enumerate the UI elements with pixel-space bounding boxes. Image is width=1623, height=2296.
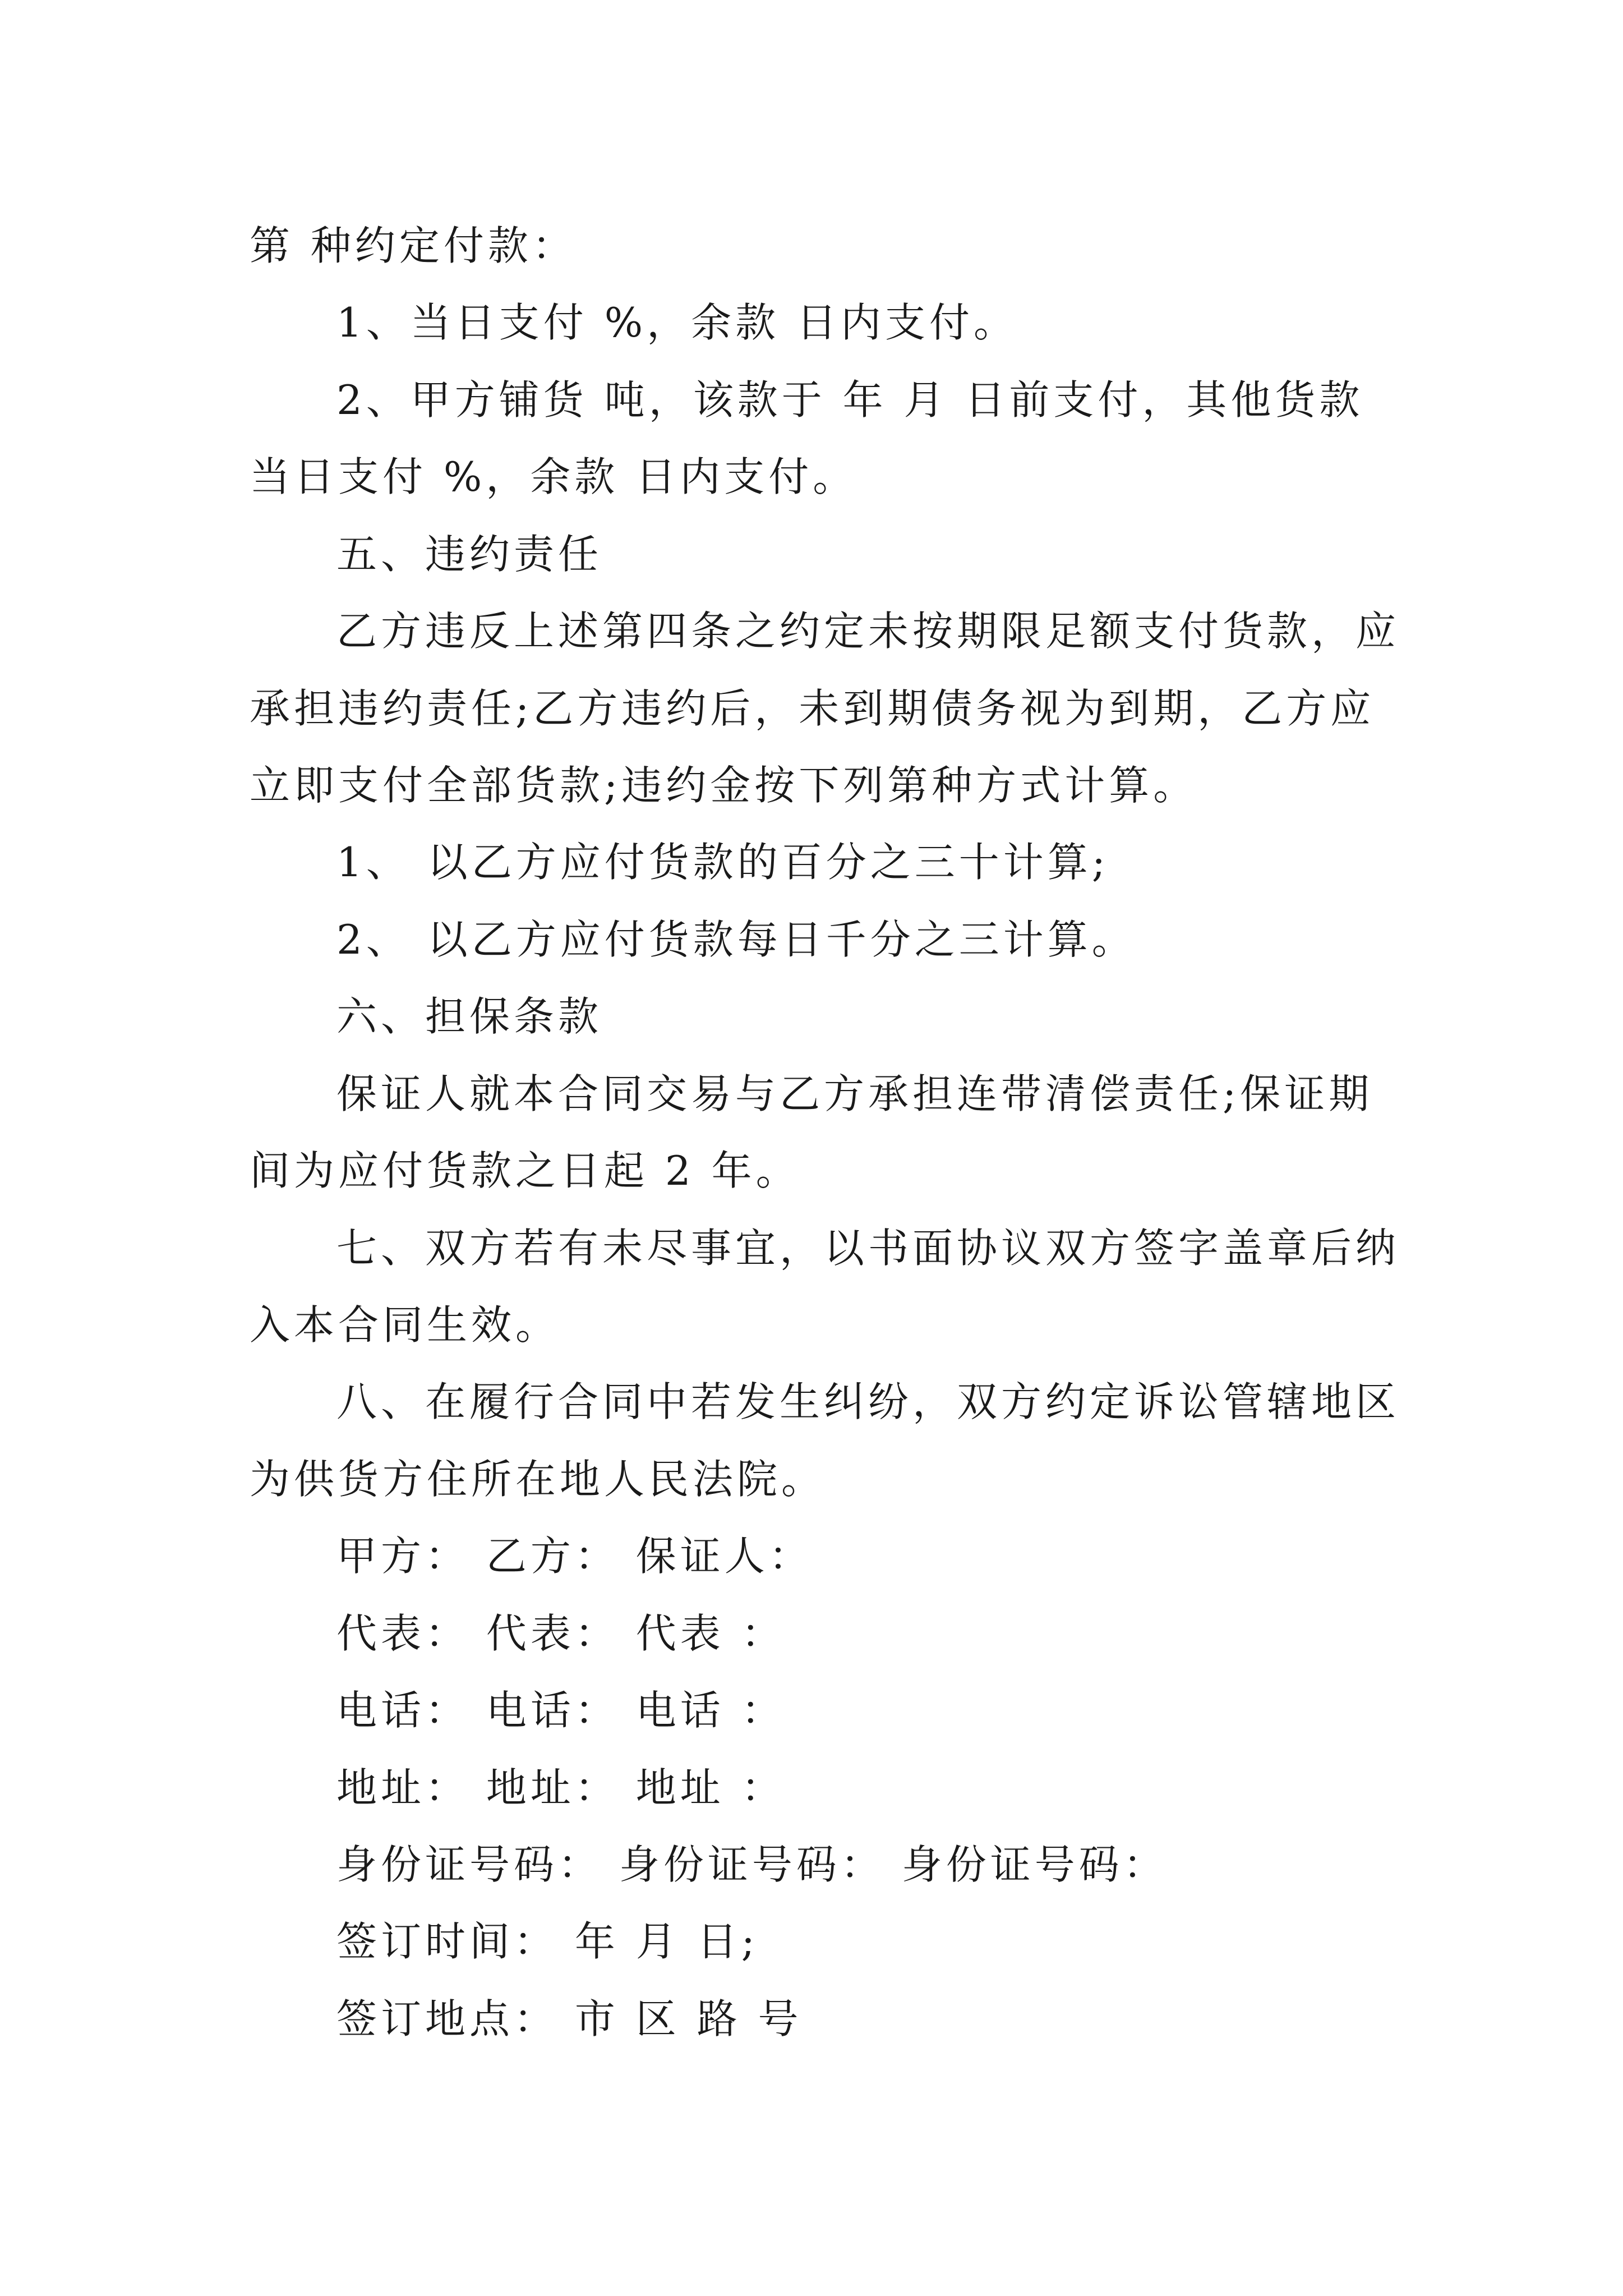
signature-representative-row: 代表： 代表： 代表 ： — [336, 1610, 786, 1657]
section-8-line: 八、在履行合同中若发生纠纷，双方约定诉讼管辖地区 — [336, 1378, 1400, 1425]
breach-paragraph-line: 乙方违反上述第四条之约定未按期限足额支付货款，应 — [336, 608, 1400, 655]
payment-method-heading: 第 种约定付款： — [250, 222, 577, 269]
signature-phone-row: 电话： 电话： 电话 ： — [336, 1687, 786, 1734]
penalty-item-2: 2、 以乙方应付货款每日千分之三计算。 — [336, 916, 1136, 963]
section-5-heading: 五、违约责任 — [336, 531, 603, 578]
section-8-line: 为供货方住所在地人民法院。 — [250, 1456, 826, 1503]
signature-address-row: 地址： 地址： 地址 ： — [336, 1764, 786, 1811]
signing-date-row: 签订时间： 年 月 日; — [336, 1918, 759, 1965]
guarantee-paragraph-line: 保证人就本合同交易与乙方承担连带清偿责任;保证期 — [336, 1070, 1373, 1117]
section-7-line: 七、双方若有未尽事宜，以书面协议双方签字盖章后纳 — [336, 1225, 1400, 1272]
signing-place-row: 签订地点： 市 区 路 号 — [336, 1995, 803, 2042]
penalty-item-1: 1、 以乙方应付货款的百分之三十计算; — [336, 839, 1109, 886]
breach-paragraph-line: 承担违约责任;乙方违约后，未到期债务视为到期，乙方应 — [250, 685, 1375, 732]
section-7-line: 入本合同生效。 — [250, 1301, 560, 1349]
payment-item-1: 1、当日支付 %，余款 日内支付。 — [336, 299, 1018, 346]
signature-id-number-row: 身份证号码： 身份证号码： 身份证号码： — [336, 1841, 1168, 1888]
signature-parties-row: 甲方： 乙方： 保证人： — [336, 1533, 813, 1580]
breach-paragraph-line: 立即支付全部货款;违约金按下列第种方式计算。 — [250, 762, 1198, 809]
section-6-heading: 六、担保条款 — [336, 993, 603, 1040]
payment-item-2: 2、甲方铺货 吨，该款于 年 月 日前支付，其他货款 — [336, 376, 1364, 424]
guarantee-paragraph-line: 间为应付货款之日起 2 年。 — [250, 1147, 800, 1194]
payment-item-2-cont: 当日支付 %，余款 日内支付。 — [250, 453, 857, 500]
